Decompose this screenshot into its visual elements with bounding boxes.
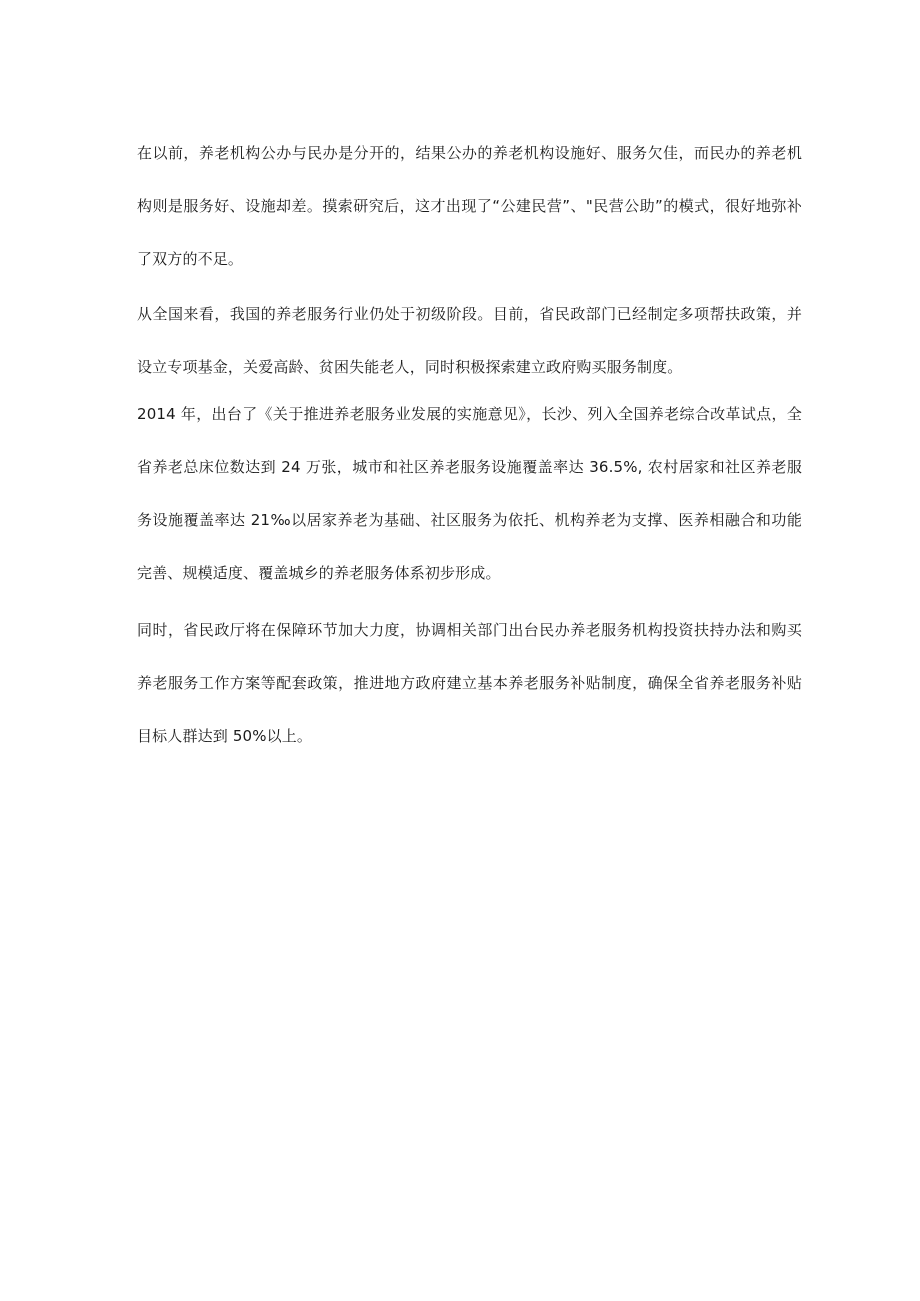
paragraph-2: 从全国来看，我国的养老服务行业仍处于初级阶段。目前，省民政部门已经制定多项帮扶政策，并设立专项基金，关爱高龄、贫困失能老人，同时积极探索建立政府购买服务制度。: [137, 305, 802, 376]
paragraph-1: 在以前，养老机构公办与民办是分开的，结果公办的养老机构设施好、服务欠佳，而民办的养老机构则是服务好、设施却差。摸索研究后，这才出现了“公建民营”、"民营公助”的模式，很好地弥补了双方的不足。: [137, 144, 802, 268]
paragraph-3: 2014 年，出台了《关于推进养老服务业发展的实施意见》，长沙、列入全国养老综合改革试点，全省养老总床位数达到 24 万张，城市和社区养老服务设施覆盖率达 36.5%, 农村居家和社区养老服务设施覆盖率达 21‰以居家养老为基础、社区服务为依托、机构养老为支撑、医养相融合和功能完善、规模适度、覆盖城乡的养老服务体系初步形成。: [137, 405, 802, 582]
paragraph-4: 同时，省民政厅将在保障环节加大力度，协调相关部门出台民办养老服务机构投资扶持办法和购买养老服务工作方案等配套政策，推进地方政府建立基本养老服务补贴制度，确保全省养老服务补贴目标人群达到 50%以上。: [137, 621, 802, 745]
document-body: [137, 127, 802, 763]
